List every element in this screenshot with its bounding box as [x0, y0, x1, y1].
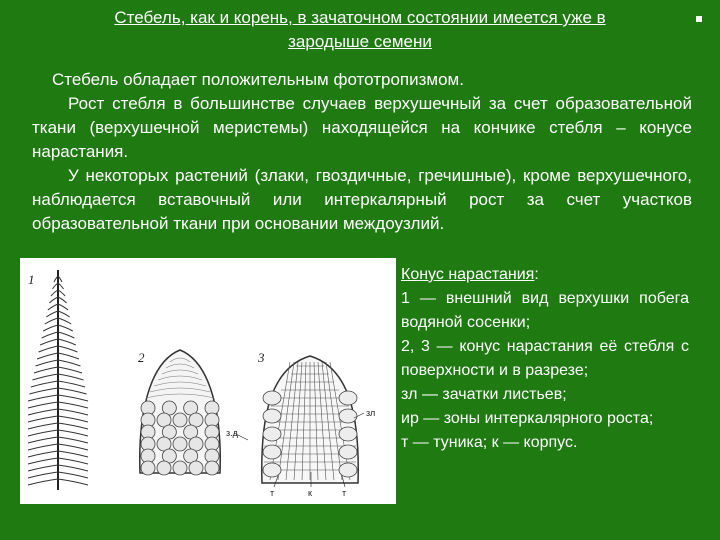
paragraph-intercalary-growth: У некоторых растений (злаки, гвоздичные, гречишные), кроме верхушечного, наблюдается вставочный или интеркалярный рост за счет участков образовательной ткани при основании междоузлий.: [32, 166, 692, 233]
caption-heading: Конус нарастания: [401, 266, 535, 283]
caption-line-1: 1 — внешний вид верхушки побега водяной сосенки;: [401, 290, 689, 331]
slide-title: [40, 6, 680, 54]
caption-heading-colon: :: [534, 266, 539, 283]
decorative-square: [696, 16, 702, 22]
plant-shoot-drawing: [28, 270, 88, 490]
label-3: 3: [258, 350, 265, 365]
label-1: 1: [28, 272, 35, 287]
caption-line-2: 2, 3 — конус нарастания её стебля с поверхности и в разрезе;: [401, 338, 689, 379]
growth-cone-surface-drawing: [140, 350, 220, 475]
caption-heading-line: [401, 263, 689, 287]
figure-caption: [401, 263, 689, 455]
illustration-svg: [20, 258, 396, 504]
label-t-left: т: [270, 488, 275, 498]
label-t-right: т: [342, 488, 347, 498]
label-2: 2: [138, 350, 145, 365]
title-line-1: Стебель, как и корень, в зачаточном состоянии имеется уже в: [114, 8, 606, 27]
growth-cone-illustration: [20, 258, 396, 504]
label-k: к: [308, 488, 312, 498]
label-zd: з.д: [226, 428, 238, 438]
paragraph-apical-growth: Рост стебля в большинстве случаев верхушечный за счет образовательной ткани (верхушечной меристемы) находящейся на кончике стебля – конусе нарастания.: [32, 94, 692, 161]
body-text: [32, 68, 692, 236]
paragraph-phototropism: Стебель обладает положительным фототропизмом.: [52, 70, 464, 89]
caption-line-3: зл — зачатки листьев;: [401, 386, 567, 403]
growth-cone-section-drawing: [262, 356, 358, 483]
caption-line-5: т — туника; к — корпус.: [401, 434, 578, 451]
title-line-2: зародыше семени: [288, 32, 432, 51]
label-zl: зл: [366, 408, 376, 418]
caption-line-4: ир — зоны интеркалярного роста;: [401, 410, 654, 427]
